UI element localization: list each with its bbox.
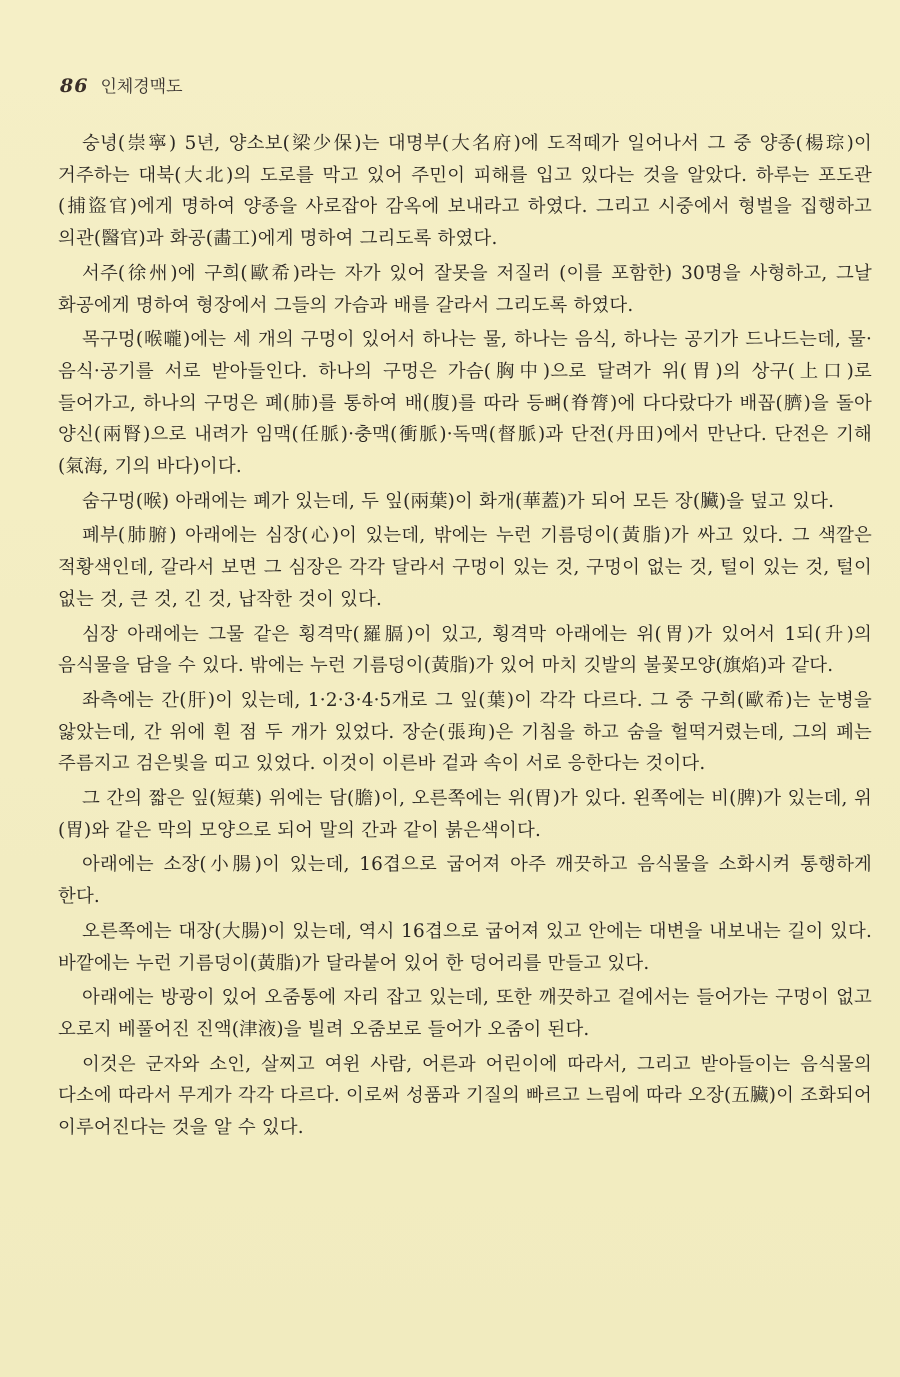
- paragraph: 폐부(肺腑) 아래에는 심장(心)이 있는데, 밖에는 누런 기름덩이(黃脂)가 싸고 있다. 그 색깔은 적황색인데, 갈라서 보면 그 심장은 각각 달라서 구멍이 있는 것, 구멍이 없는 것, 털이 있는 것, 털이 없는 것, 큰 것, 긴 것, 납작한 것이 있다.: [58, 525, 872, 610]
- paragraph: 숭녕(崇寧) 5년, 양소보(梁少保)는 대명부(大名府)에 도적떼가 일어나서 그 중 양종(楊琮)이 거주하는 대북(大北)의 도로를 막고 있어 주민이 피해를 입고 있다는 것을 알았다. 하루는 포도관(捕盜官)에게 명하여 양종을 사로잡아 감옥에 보내라고 하였다. 그리고 시중에서 형벌을 집행하고 의관(醫官)과 화공(畵工)에게 명하여 그리도록 하였다.: [58, 133, 872, 250]
- paragraph: 이것은 군자와 소인, 살찌고 여윈 사람, 어른과 어린이에 따라서, 그리고 받아들이는 음식물의 다소에 따라서 무게가 각각 다르다. 이로써 성품과 기질의 빠르고 느림에 따라 오장(五臟)이 조화되어 이루어진다는 것을 알 수 있다.: [58, 1053, 872, 1139]
- paragraph: 아래에는 방광이 있어 오줌통에 자리 잡고 있는데, 또한 깨끗하고 겉에서는 들어가는 구멍이 없고 오로지 베풀어진 진액(津液)을 빌려 오줌보로 들어가 오줌이 된다.: [58, 987, 872, 1040]
- paragraph: 서주(徐州)에 구희(歐希)라는 자가 있어 잘못을 저질러 (이를 포함한) 30명을 사형하고, 그날 화공에게 명하여 형장에서 그들의 가슴과 배를 갈라서 그리도록 하였다.: [58, 262, 872, 316]
- paragraph: 아래에는 소장(小腸)이 있는데, 16겹으로 굽어져 아주 깨끗하고 음식물을 소화시켜 통행하게 한다.: [58, 854, 872, 908]
- paragraph: 심장 아래에는 그물 같은 횡격막(羅膈)이 있고, 횡격막 아래에는 위(胃)가 있어서 1되(升)의 음식물을 담을 수 있다. 밖에는 누런 기름덩이(黃脂)가 있어 마치 깃발의 불꽃모양(旗焰)과 같다.: [58, 623, 872, 677]
- paragraph: 좌측에는 간(肝)이 있는데, 1·2·3·4·5개로 그 잎(葉)이 각각 다르다. 그 중 구희(歐希)는 눈병을 앓았는데, 간 위에 흰 점 두 개가 있었다. 장순(張珣)은 기침을 하고 숨을 헐떡거렸는데, 그의 폐는 주름지고 검은빛을 띠고 있었다. 이것이 이른바 겉과 속이 서로 응한다는 것이다.: [58, 689, 872, 775]
- paragraph: 그 간의 짧은 잎(短葉) 위에는 담(膽)이, 오른쪽에는 위(胃)가 있다. 왼쪽에는 비(脾)가 있는데, 위(胃)와 같은 막의 모양으로 되어 말의 간과 같이 붉은색이다.: [58, 788, 872, 841]
- body-text: [58, 128, 872, 1147]
- running-title: 인체경맥도: [100, 77, 183, 97]
- paragraph: 오른쪽에는 대장(大腸)이 있는데, 역시 16겹으로 굽어져 있고 안에는 대변을 내보내는 길이 있다. 바깥에는 누런 기름덩이(黃脂)가 달라붙어 있어 한 덩어리를 만들고 있다.: [58, 920, 872, 974]
- paragraph: 목구멍(喉嚨)에는 세 개의 구멍이 있어서 하나는 물, 하나는 음식, 하나는 공기가 드나드는데, 물·음식·공기를 서로 받아들인다. 하나의 구멍은 가슴(胸中)으로 달려가 위(胃)의 상구(上口)로 들어가고, 하나의 구멍은 폐(肺)를 통하여 배(腹)를 따라 등뼈(脊膂)에 다다랐다가 배꼽(臍)을 돌아 양신(兩腎)으로 내려가 임맥(任脈)·충맥(衝脈)·독맥(督脈)과 단전(丹田)에서 만난다. 단전은 기해(氣海, 기의 바다)이다.: [58, 329, 872, 478]
- page-header: [60, 72, 183, 102]
- page-number: 86: [60, 75, 89, 97]
- paragraph: 숨구멍(喉) 아래에는 폐가 있는데, 두 잎(兩葉)이 화개(華蓋)가 되어 모든 장(臟)을 덮고 있다.: [82, 490, 835, 512]
